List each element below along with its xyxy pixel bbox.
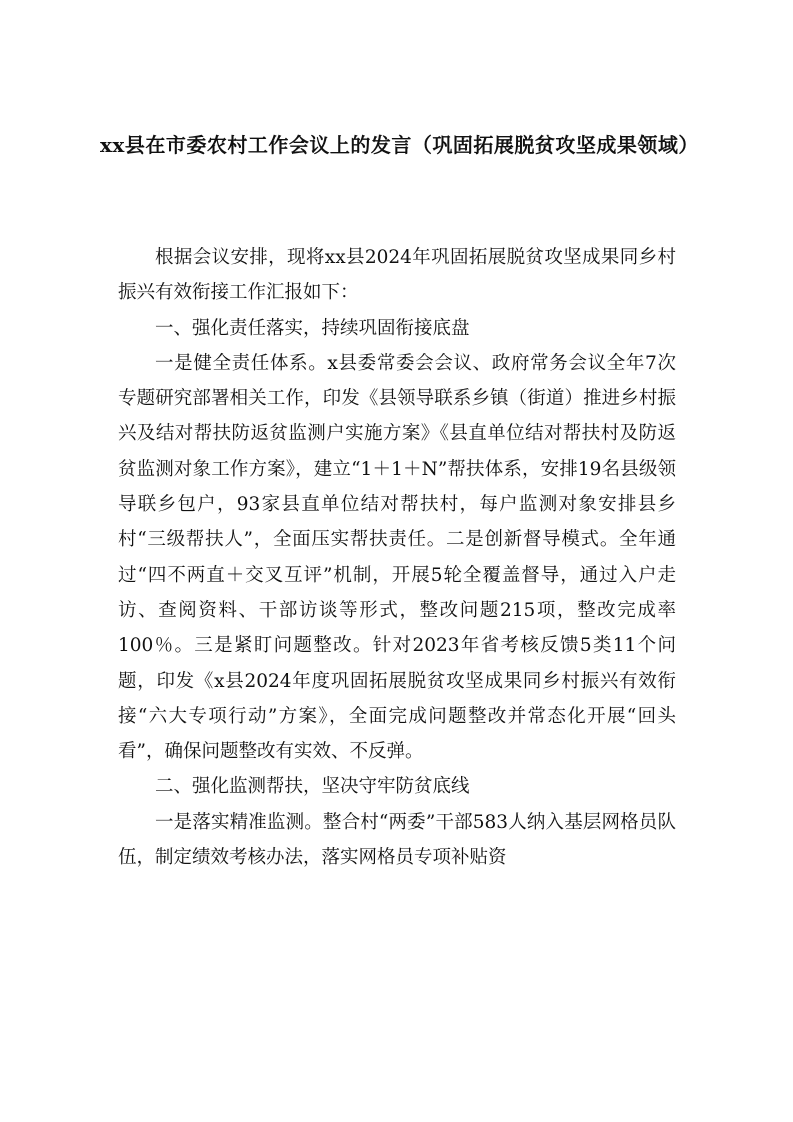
document-title: xx县在市委农村工作会议上的发言（巩固拓展脱贫攻坚成果领域）	[100, 133, 699, 157]
section-2-paragraph: 一是落实精准监测。整合村“两委”干部583人纳入基层网格员队伍，制定绩效考核办法，落实网格员专项补贴资	[118, 811, 676, 869]
intro-paragraph: 根据会议安排，现将xx县2024年巩固拓展脱贫攻坚成果同乡村振兴有效衔接工作汇报如下：	[118, 247, 676, 304]
section-heading-2: 二、强化监测帮扶，坚决守牢防贫底线	[155, 776, 470, 798]
section-heading-1: 一、强化责任落实，持续巩固衔接底盘	[155, 317, 470, 339]
document-body	[118, 240, 676, 875]
section-1-paragraph: 一是健全责任体系。x县委常委会会议、政府常务会议全年7次专题研究部署相关工作，印发《县领导联系乡镇（街道）推进乡村振兴及结对帮扶防返贫监测户实施方案》《县直单位结对帮扶村及防返贫监测对象工作方案》，建立“1＋1＋N”帮扶体系，安排19名县级领导联乡包户，93家县直单位结对帮扶村，每户监测对象安排县乡村“三级帮扶人”，全面压实帮扶责任。二是创新督导模式。全年通过“四不两直＋交叉互评”机制，开展5轮全覆盖督导，通过入户走访、查阅资料、干部访谈等形式，整改问题215项，整改完成率100％。三是紧盯问题整改。针对2023年省考核反馈5类11个问题，印发《x县2024年度巩固拓展脱贫攻坚成果同乡村振兴有效衔接“六大专项行动”方案》，全面完成问题整改并常态化开展“回头看”，确保问题整改有实效、不反弹。	[118, 352, 676, 763]
